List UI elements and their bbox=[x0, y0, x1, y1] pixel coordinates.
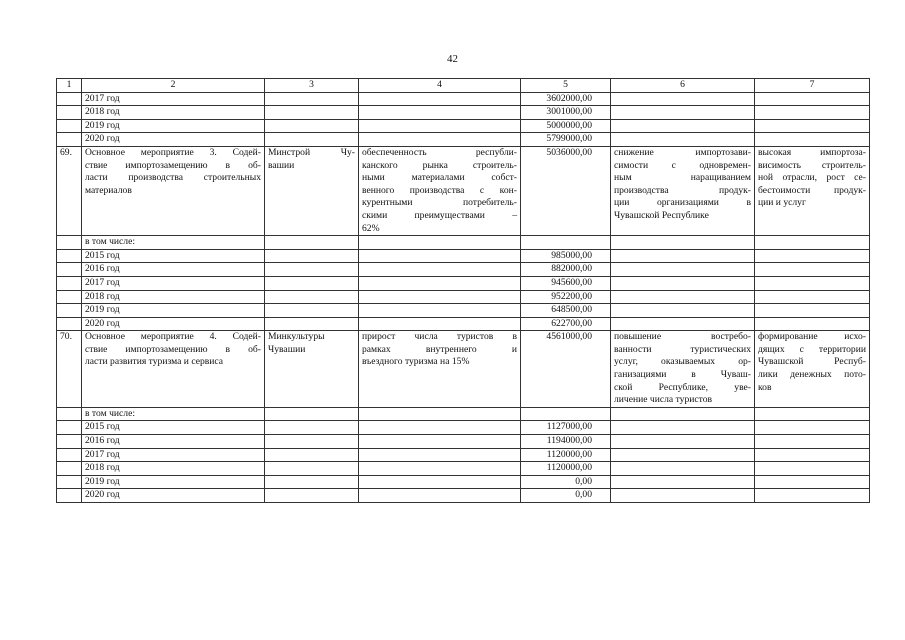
result-cell bbox=[611, 119, 755, 133]
result-cell-line: Чувашской Республике bbox=[614, 209, 709, 221]
table-row bbox=[57, 133, 870, 147]
indicator-cell-line: ными материалами собст- bbox=[362, 172, 517, 184]
row-number-cell: 70. bbox=[57, 331, 82, 408]
executor-cell bbox=[265, 133, 359, 147]
result-cell-line: услуг, оказываемых ор- bbox=[614, 356, 751, 368]
table-row bbox=[57, 236, 870, 250]
year-label-cell: 2019 год bbox=[82, 304, 265, 318]
header-cell: 6 bbox=[611, 79, 755, 93]
effect-cell bbox=[755, 331, 870, 408]
year-label-cell: 2016 год bbox=[82, 435, 265, 449]
result-cell bbox=[611, 133, 755, 147]
result-cell bbox=[611, 489, 755, 503]
year-label-cell: 2018 год bbox=[82, 106, 265, 120]
indicator-cell bbox=[359, 448, 521, 462]
indicator-cell-line: канского рынка строитель- bbox=[362, 159, 517, 171]
indicator-cell bbox=[359, 92, 521, 106]
year-label-cell: 2017 год bbox=[82, 448, 265, 462]
amount-cell: 4561000,00 bbox=[521, 331, 611, 408]
year-label-cell: 2019 год bbox=[82, 475, 265, 489]
effect-cell bbox=[755, 421, 870, 435]
effect-cell bbox=[755, 489, 870, 503]
row-number-cell bbox=[57, 407, 82, 421]
indicator-cell bbox=[359, 249, 521, 263]
executor-cell-line: Минкультуры bbox=[268, 331, 325, 343]
indicator-cell bbox=[359, 133, 521, 147]
amount-cell: 5000000,00 bbox=[521, 119, 611, 133]
executor-cell-line: Минстрой Чу- bbox=[268, 146, 355, 158]
executor-cell bbox=[265, 421, 359, 435]
executor-cell bbox=[265, 106, 359, 120]
amount-cell: 1194000,00 bbox=[521, 435, 611, 449]
table-row bbox=[57, 290, 870, 304]
including-label-cell: в том числе: bbox=[82, 407, 265, 421]
indicator-cell bbox=[359, 462, 521, 476]
empty-cell bbox=[611, 407, 755, 421]
row-number-cell bbox=[57, 290, 82, 304]
result-cell bbox=[611, 448, 755, 462]
executor-cell bbox=[265, 489, 359, 503]
result-cell bbox=[611, 106, 755, 120]
table-row bbox=[57, 276, 870, 290]
indicator-cell bbox=[359, 276, 521, 290]
row-number-cell bbox=[57, 249, 82, 263]
table-row bbox=[57, 304, 870, 318]
amount-cell: 622700,00 bbox=[521, 317, 611, 331]
table-row bbox=[57, 317, 870, 331]
row-number-cell bbox=[57, 236, 82, 250]
empty-cell bbox=[611, 236, 755, 250]
header-cell: 2 bbox=[82, 79, 265, 93]
indicator-cell bbox=[359, 290, 521, 304]
header-cell: 7 bbox=[755, 79, 870, 93]
row-number-cell bbox=[57, 263, 82, 277]
amount-cell: 1127000,00 bbox=[521, 421, 611, 435]
indicator-cell-line: венного производства с кон- bbox=[362, 184, 517, 196]
year-label-cell: 2018 год bbox=[82, 462, 265, 476]
result-cell bbox=[611, 462, 755, 476]
empty-cell bbox=[359, 236, 521, 250]
result-cell bbox=[611, 249, 755, 263]
year-label-cell: 2017 год bbox=[82, 92, 265, 106]
executor-cell bbox=[265, 92, 359, 106]
measure-name-cell bbox=[82, 331, 265, 408]
indicator-cell bbox=[359, 435, 521, 449]
effect-cell-line: висимость строитель- bbox=[758, 159, 866, 171]
empty-cell bbox=[265, 236, 359, 250]
executor-cell-line: Чувашии bbox=[268, 343, 306, 355]
table-row bbox=[57, 462, 870, 476]
effect-cell bbox=[755, 106, 870, 120]
amount-cell: 5799000,00 bbox=[521, 133, 611, 147]
row-number-cell bbox=[57, 489, 82, 503]
year-label-cell: 2016 год bbox=[82, 263, 265, 277]
executor-cell bbox=[265, 448, 359, 462]
row-number-cell bbox=[57, 119, 82, 133]
table-row bbox=[57, 407, 870, 421]
effect-cell bbox=[755, 133, 870, 147]
effect-cell-line: бестоимости продук- bbox=[758, 184, 866, 196]
row-number-cell bbox=[57, 133, 82, 147]
amount-cell: 0,00 bbox=[521, 489, 611, 503]
header-cell: 3 bbox=[265, 79, 359, 93]
measure-row bbox=[57, 331, 870, 408]
header-row bbox=[57, 79, 870, 93]
including-label-cell: в том числе: bbox=[82, 236, 265, 250]
year-label-cell: 2020 год bbox=[82, 317, 265, 331]
amount-cell: 0,00 bbox=[521, 475, 611, 489]
effect-cell bbox=[755, 290, 870, 304]
result-cell-line: симости с одновремен- bbox=[614, 159, 751, 171]
amount-cell: 1120000,00 bbox=[521, 462, 611, 476]
effect-cell bbox=[755, 462, 870, 476]
result-cell-line: личение числа туристов bbox=[614, 394, 713, 406]
amount-cell: 648500,00 bbox=[521, 304, 611, 318]
header-cell: 5 bbox=[521, 79, 611, 93]
year-label-cell: 2018 год bbox=[82, 290, 265, 304]
executor-cell bbox=[265, 317, 359, 331]
executor-cell bbox=[265, 435, 359, 449]
effect-cell-line: дящих с территории bbox=[758, 343, 866, 355]
indicator-cell-line: прирост числа туристов в bbox=[362, 331, 517, 343]
effect-cell-line: ции и услуг bbox=[758, 197, 806, 209]
indicator-cell bbox=[359, 475, 521, 489]
indicator-cell bbox=[359, 317, 521, 331]
year-label-cell: 2017 год bbox=[82, 276, 265, 290]
result-cell bbox=[611, 304, 755, 318]
effect-cell-line: Чувашской Респуб- bbox=[758, 356, 866, 368]
executor-cell bbox=[265, 119, 359, 133]
header-cell: 1 bbox=[57, 79, 82, 93]
amount-cell: 3602000,00 bbox=[521, 92, 611, 106]
result-cell-line: производства продук- bbox=[614, 184, 751, 196]
row-number-cell bbox=[57, 92, 82, 106]
effect-cell-line: ков bbox=[758, 381, 772, 393]
year-label-cell: 2015 год bbox=[82, 421, 265, 435]
indicator-cell-line: въездного туризма на 15% bbox=[362, 356, 470, 368]
effect-cell-line: высокая импортоза- bbox=[758, 146, 866, 158]
amount-cell: 1120000,00 bbox=[521, 448, 611, 462]
table-row bbox=[57, 92, 870, 106]
amount-cell: 882000,00 bbox=[521, 263, 611, 277]
effect-cell-line: ной отрасли, рост се- bbox=[758, 172, 866, 184]
effect-cell bbox=[755, 304, 870, 318]
indicator-cell bbox=[359, 304, 521, 318]
effect-cell bbox=[755, 119, 870, 133]
effect-cell bbox=[755, 146, 870, 235]
result-cell-line: ции организациями в bbox=[614, 197, 751, 209]
row-number-cell bbox=[57, 304, 82, 318]
executor-cell bbox=[265, 290, 359, 304]
result-cell bbox=[611, 276, 755, 290]
executor-cell bbox=[265, 304, 359, 318]
empty-cell bbox=[521, 236, 611, 250]
amount-cell: 945600,00 bbox=[521, 276, 611, 290]
indicator-cell bbox=[359, 421, 521, 435]
indicator-cell bbox=[359, 489, 521, 503]
effect-cell bbox=[755, 92, 870, 106]
row-number-cell bbox=[57, 462, 82, 476]
result-cell bbox=[611, 146, 755, 235]
row-number-cell bbox=[57, 276, 82, 290]
row-number-cell bbox=[57, 448, 82, 462]
year-label-cell: 2015 год bbox=[82, 249, 265, 263]
result-cell bbox=[611, 331, 755, 408]
row-number-cell bbox=[57, 435, 82, 449]
executor-cell bbox=[265, 146, 359, 235]
effect-cell bbox=[755, 317, 870, 331]
indicator-cell-line: 62% bbox=[362, 222, 380, 234]
result-cell-line: снижение импортозави- bbox=[614, 146, 751, 158]
executor-cell bbox=[265, 249, 359, 263]
effect-cell bbox=[755, 435, 870, 449]
page-number: 42 bbox=[447, 53, 458, 65]
effect-cell bbox=[755, 448, 870, 462]
effect-cell-line: лики денежных пото- bbox=[758, 369, 866, 381]
table-row bbox=[57, 119, 870, 133]
measure-name-cell-line: ствие импортозамещению в об- bbox=[85, 343, 261, 355]
measure-row bbox=[57, 146, 870, 235]
indicator-cell bbox=[359, 146, 521, 235]
executor-cell bbox=[265, 263, 359, 277]
table-row bbox=[57, 421, 870, 435]
result-cell-line: ской Республике, уве- bbox=[614, 381, 751, 393]
table-row bbox=[57, 435, 870, 449]
indicator-cell-line: рамках внутреннего и bbox=[362, 343, 517, 355]
indicator-cell bbox=[359, 119, 521, 133]
amount-cell: 3001000,00 bbox=[521, 106, 611, 120]
measure-name-cell bbox=[82, 146, 265, 235]
effect-cell bbox=[755, 263, 870, 277]
measure-name-cell-line: материалов bbox=[85, 184, 132, 196]
table-row bbox=[57, 106, 870, 120]
effect-cell bbox=[755, 276, 870, 290]
executor-cell bbox=[265, 462, 359, 476]
measure-name-cell-line: Основное мероприятие 3. Содей- bbox=[85, 146, 261, 158]
indicator-cell-line: скими преимуществами – bbox=[362, 209, 517, 221]
row-number-cell bbox=[57, 421, 82, 435]
result-cell bbox=[611, 290, 755, 304]
table-row bbox=[57, 475, 870, 489]
result-cell-line: ванности туристических bbox=[614, 343, 751, 355]
row-number-cell bbox=[57, 475, 82, 489]
result-cell bbox=[611, 263, 755, 277]
result-cell-line: повышение востребо- bbox=[614, 331, 751, 343]
effect-cell bbox=[755, 475, 870, 489]
measure-name-cell-line: ласти развития туризма и сервиса bbox=[85, 356, 224, 368]
table-row bbox=[57, 263, 870, 277]
executor-cell-line: вашии bbox=[268, 159, 295, 171]
executor-cell bbox=[265, 331, 359, 408]
row-number-cell: 69. bbox=[57, 146, 82, 235]
executor-cell bbox=[265, 276, 359, 290]
measure-name-cell-line: ствие импортозамещению в об- bbox=[85, 159, 261, 171]
indicator-cell bbox=[359, 106, 521, 120]
result-cell bbox=[611, 475, 755, 489]
result-cell bbox=[611, 421, 755, 435]
amount-cell: 985000,00 bbox=[521, 249, 611, 263]
program-table bbox=[56, 78, 870, 503]
year-label-cell: 2019 год bbox=[82, 119, 265, 133]
result-cell bbox=[611, 317, 755, 331]
amount-cell: 952200,00 bbox=[521, 290, 611, 304]
amount-cell: 5036000,00 bbox=[521, 146, 611, 235]
indicator-cell-line: обеспеченность республи- bbox=[362, 146, 517, 158]
row-number-cell bbox=[57, 317, 82, 331]
result-cell bbox=[611, 435, 755, 449]
result-cell-line: ганизациями в Чуваш- bbox=[614, 369, 751, 381]
table-row bbox=[57, 249, 870, 263]
effect-cell bbox=[755, 249, 870, 263]
empty-cell bbox=[359, 407, 521, 421]
header-cell: 4 bbox=[359, 79, 521, 93]
row-number-cell bbox=[57, 106, 82, 120]
result-cell bbox=[611, 92, 755, 106]
indicator-cell-line: курентными потребитель- bbox=[362, 197, 517, 209]
year-label-cell: 2020 год bbox=[82, 133, 265, 147]
table-row bbox=[57, 448, 870, 462]
indicator-cell bbox=[359, 263, 521, 277]
empty-cell bbox=[755, 407, 870, 421]
year-label-cell: 2020 год bbox=[82, 489, 265, 503]
indicator-cell bbox=[359, 331, 521, 408]
empty-cell bbox=[755, 236, 870, 250]
empty-cell bbox=[521, 407, 611, 421]
measure-name-cell-line: Основное мероприятие 4. Содей- bbox=[85, 331, 261, 343]
measure-name-cell-line: ласти производства строительных bbox=[85, 172, 261, 184]
effect-cell-line: формирование исхо- bbox=[758, 331, 866, 343]
executor-cell bbox=[265, 475, 359, 489]
empty-cell bbox=[265, 407, 359, 421]
table-row bbox=[57, 489, 870, 503]
result-cell-line: ным наращиванием bbox=[614, 172, 751, 184]
